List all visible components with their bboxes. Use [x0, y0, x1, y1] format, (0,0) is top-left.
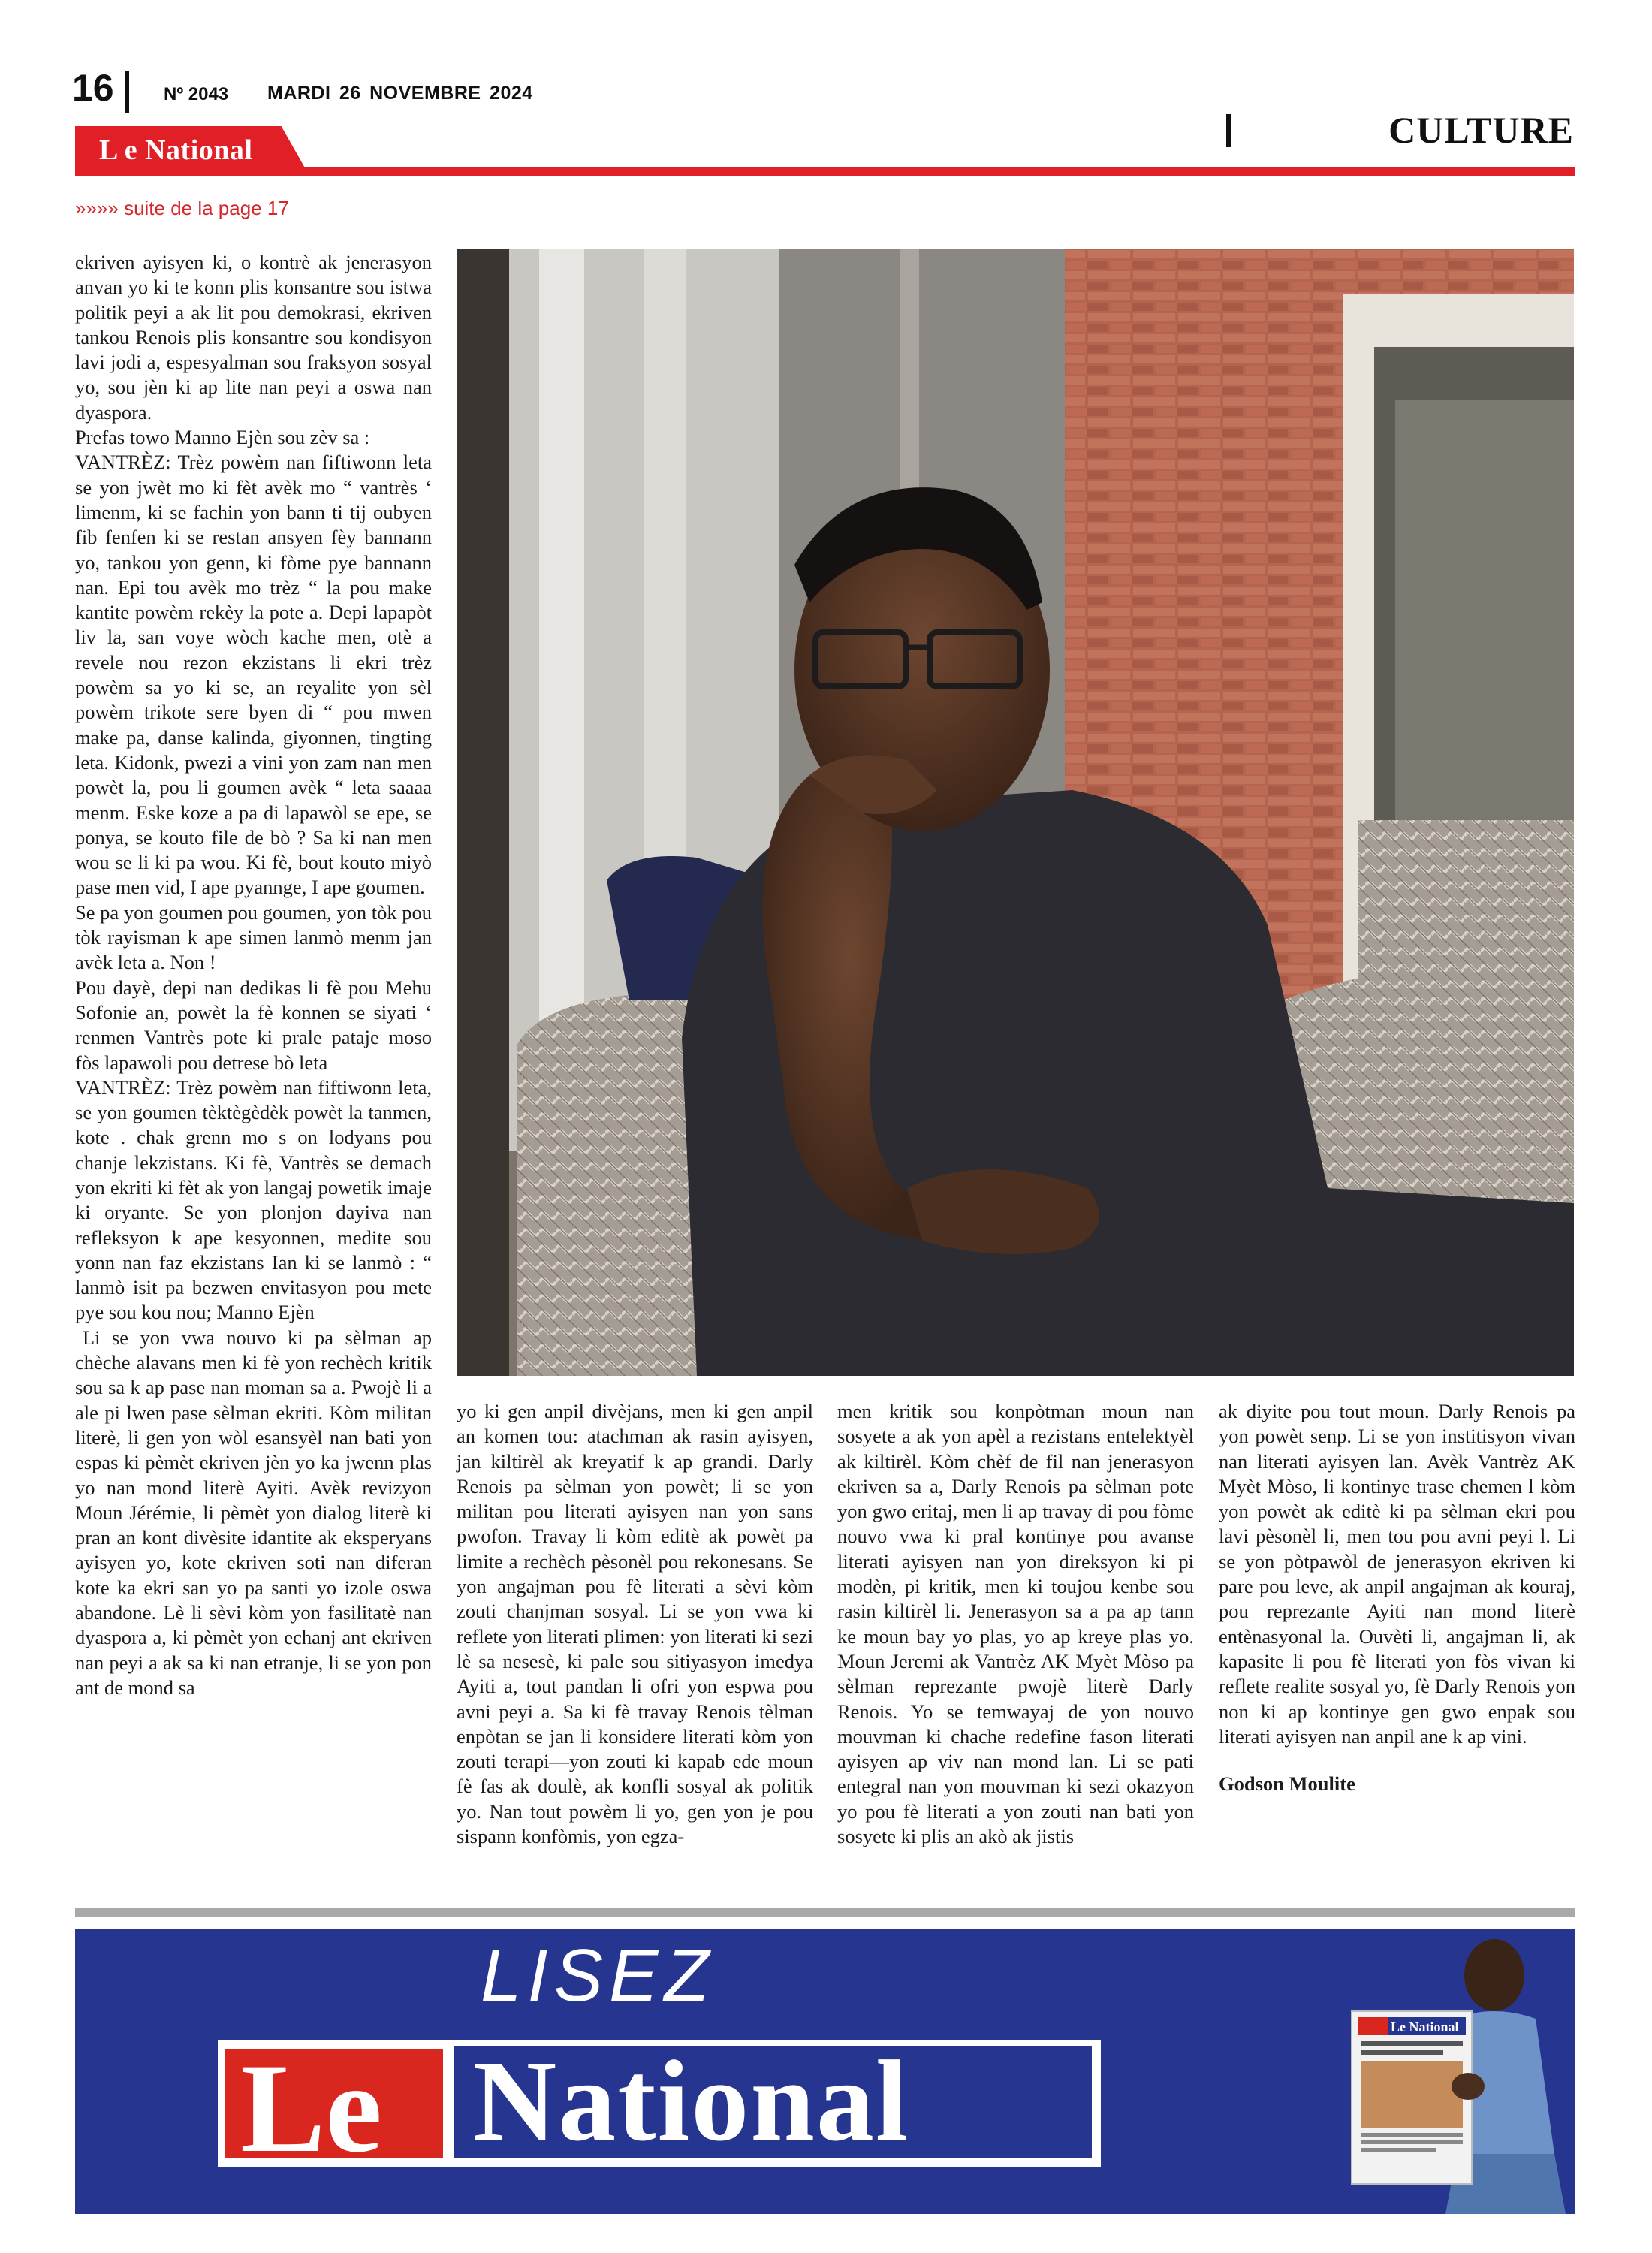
issue-number: Nº 2043	[164, 84, 229, 104]
paragraph: Pou dayè, depi nan dedikas li fè pou Mehu Sofonie an, powèt la fè konnen se siyati ‘ renmen Vantrès pote ki prale pataje moso fòs lapawoli pou detrese bò leta	[75, 976, 432, 1074]
section-title: CULTURE	[1388, 109, 1574, 151]
ad-logo	[218, 2037, 1101, 2179]
mini-newspaper-logo: Le National	[1391, 2019, 1459, 2034]
paragraph: ekriven ayisyen ki, o kontrè ak jenerasyon anvan yo ki te konn plis konsantre sou istwa politik peyi a ak lit pou demokrasi, ekriven tankou Renois plis konsantre sou kondisyon lavi jodi a, espesyalman sou fraksyon sosyal yo, sou jèn ki ap lite nan peyi a oswa nan dyaspora.	[75, 251, 432, 424]
ad-logo-national-text: National	[473, 2037, 909, 2165]
man-holding-newspaper-illustration	[1307, 1929, 1575, 2214]
continued-from-note[interactable]: »»»» suite de la page 17	[75, 197, 289, 219]
issue-date: MARDI 26 NOVEMBRE 2024	[267, 83, 533, 104]
paragraph: ak diyite pou tout moun. Darly Renois pa yon powèt senp. Li se yon institisyon vivan nan literati ayisyen lan. Avèk Vantrèz AK Myèt Mòso, li kontinye trase chemen l kòm yon powèt ak editè ki pa sèlman ekri pou lavi pèsonèl li, men tou pou avni peyi l. Li se yon pòtpawòl de jenerasyon ekriven ki pare pou leve, ak anpil angajman ak kouraj, pou reprezante Ayiti nan mond literè entènasyonal la. Ouvèti li, angajman li, ak kapasite li pou fè literati yon fòs vivan ki reflete realite sosyal yo, fè Darly Renois yon non ki ap kontinye gen gwo enpak sou literati ayisyen nan anpil ane k ap vini.	[1219, 1400, 1575, 1748]
paragraph: Prefas towo Manno Ejèn sou zèv sa :	[75, 426, 370, 449]
page-number: 16	[72, 67, 114, 109]
paragraph: yo ki gen anpil divèjans, men ki gen anpil an komen tou: atachman ak rasin ayisyen, jan kiltirèl ak kreyatif k ap grandi. Darly Renois pa sèlman yon powèt; li se yon militan pou literati ayisyen nan yon sans pwofon. Travay li kòm editè ak powèt pa limite a rechèch pèsonèl pou rekonesans. Se yon angajman pou fè literati a sèvi kòm zouti chanjman sosyal. Li se yon vwa ki reflete yon literati plimen: yon literati ki sezi lè sa nesesè, ki pale sou sitiyasyon imedya Ayiti a, tout pandan li ofri yon espwa pou avni peyi a. Sa ki fè travay Renois tèlman enpòtan se jan li konsidere literati kòm yon zouti terapi—yon zouti ki kapab ede moun fè fas ak doulè, ak konfli sosyal ak politik yo. Nan tout powèm li yo, gen yon je pou sispann konfòmis, yon egza-	[457, 1400, 813, 1848]
article-column-1	[75, 250, 432, 1700]
portrait-illustration	[457, 249, 1574, 1376]
paragraph: VANTRÈZ: Trèz powèm nan fiftiwonn leta se yon jwèt mo ki fèt avèk mo “ vantrès ‘ limenm, ki se fachin yon bann ti tij oubyen fib fenfen ki se restan ansyen fèy bannann yo, tankou yon genn, ki fòme pye bannann nan. Epi tou avèk mo trèz “ la pou make kantite powèm rekèy la pote a. Depi lapapòt liv la, san voye wòch kache men, otè a revele nou rezon ekzistans li ekri trèz powèm sa yo ki se, an reyalite yon sèl powèm trikote sere byen di “ pou mwen make pa, danse kalinda, giyonnen, tingting leta. Kidonk, pwezi a vini yon zam nan men powèt la, pou li goumen avèk “ leta saaaa menm. Eske koze a pa di lapawòl se epe, se ponya, se kouto file de bò ? Sa ki nan men wou se li ki pa wou. Ki fè, bout kouto miyò pase men vid, I ape pyannge, I ape goumen.	[75, 451, 432, 899]
ad-logo-national-block	[454, 2037, 1092, 2165]
ad-headline: LISEZ	[481, 1934, 716, 2016]
page-number-divider	[125, 71, 129, 113]
article-column-3	[837, 1399, 1194, 1849]
ad-logo-le-block	[225, 2037, 443, 2179]
article-column-4	[1219, 1399, 1575, 1796]
author-byline: Godson Moulite	[1219, 1772, 1355, 1796]
section-divider	[1226, 114, 1231, 147]
paragraph: men kritik sou konpòtman moun nan sosyete a ak yon apèl a rezistans entelektyèl ak kiltirèl. Kòm chèf de fil nan jenerasyon ekriven sa a, Darly Renois pa sèlman pote yon gwo eritaj, men li ap travay di pou fòme nouvo vwa ki pral kontinye pou avanse literati ayisyen nan yon direksyon ki pi modèn, pi kritik, men ki toujou kenbe sou rasin kiltirèl li. Jenerasyon sa a pa ap tann ke moun bay yo plas, yo ap kreye plas yo. Moun Jeremi ak Vantrèz AK Myèt Mòso pa sèlman reprezante pwojè literè Darly Renois. Yo se temwayaj de yon nouvo mouvman ki chache redefine fason literati ayisyen ap viv nan mond lan. Li se pati entegral nan yon mouvman ki sezi okazyon yo pou fè literati a yon zouti nan bati yon sosyete ki plis an akò ak jistis	[837, 1400, 1194, 1848]
ad-logo-le-text: Le	[240, 2037, 382, 2179]
article-column-2	[457, 1399, 813, 1849]
paragraph: VANTRÈZ: Trèz powèm nan fiftiwonn leta, se yon goumen tèktègèdèk powèt la tanmen, kote . chak grenn mo s on lodyans pou chanje lekzistans. Ki fè, Vantrès se demach yon ekriti ki fèt ak yon langaj powetik imaje ki oryante. Se yon plonjon dayiva nan refleksyon k ape kesyonnen, medite sou yonn nan faz ekzistans Ian ki se lanmò : “ lanmò isit pa bezwen envitasyon pou mete pye sou kou nou; Manno Ejèn	[75, 1075, 432, 1324]
brand-name: L e National	[99, 134, 253, 166]
subscription-ad-banner[interactable]	[75, 1929, 1575, 2214]
paragraph: Li se yon vwa nouvo ki pa sèlman ap chèche alavans men ki fè yon rechèch kritik sou sa k ap pase nan moman sa a. Pwojè li a ale pi lwen pase sèlman ekriti. Kòm militan literè, li gen yon wòl esansyèl nan bati yon espas ki pèmèt ekriven jèn yo ka jwenn plas yo nan mond literè Ayiti. Avèk revizyon Moun Jérémie, li pèmèt yon dialog literè ki pran an kont divèsite idantite ak eksperyans ayisyen yo, kote ekriven soti nan diferan kote ka ekri san yo pa santi yo izole oswa abandone. Lè li sèvi kòm yon fasilitatè nan dyaspora a, ki pèmèt yon echanj ant ekriven nan peyi a ak sa ki nan etranje, li se yon pon ant de mond sa	[75, 1326, 432, 1699]
article-photo	[457, 249, 1574, 1376]
paragraph: Se pa yon goumen pou goumen, yon tòk pou tòk rayisman k ape simen lanmò menm jan avèk leta a. Non !	[75, 900, 432, 974]
ad-top-rule	[75, 1908, 1575, 1917]
